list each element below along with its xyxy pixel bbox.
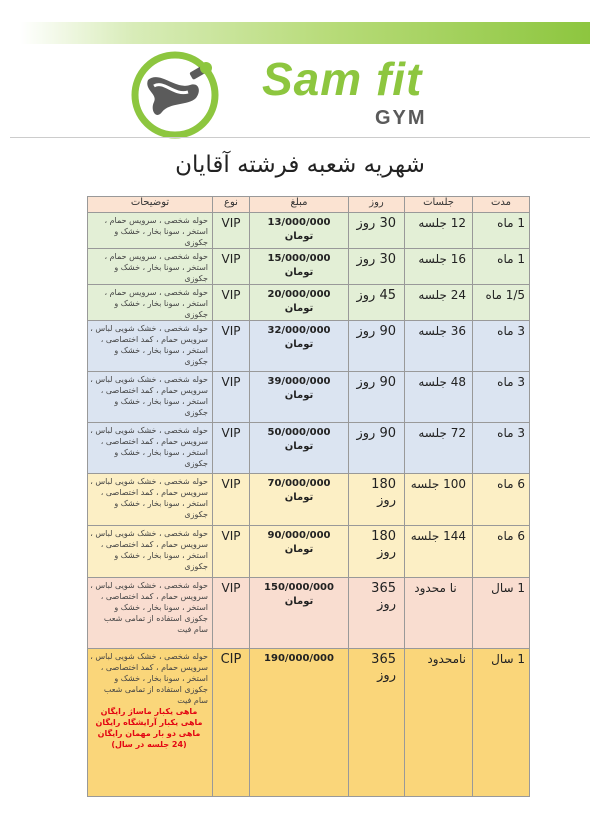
- cell-description: حوله شخصی ، خشک شویی لباس ، سرویس حمام ، کمد اختصاصی ، استخر ، سونا بخار ، خشک و جکوزی: [88, 526, 213, 578]
- cell-description: حوله شخصی ، سرویس حمام ، استخر ، سونا بخار ، خشک و جکوزی: [88, 285, 213, 321]
- cell-mablagh: [250, 285, 349, 321]
- price-currency: تومان: [284, 267, 314, 278]
- cell-mablagh: [250, 372, 349, 423]
- cell-jalasat: 72 جلسه: [405, 423, 473, 474]
- cell-jalasat: 144 جلسه: [405, 526, 473, 578]
- extra-benefit: ماهی دو بار مهمان رایگان (24 جلسه در سال): [97, 729, 201, 749]
- cell-type: CIP: [213, 649, 250, 797]
- cell-ruz: 45 روز: [349, 285, 405, 321]
- cell-modat: 3 ماه: [473, 423, 530, 474]
- cell-mablagh: [250, 526, 349, 578]
- price-value: 190/000/000: [264, 653, 334, 664]
- cell-type: VIP: [213, 285, 250, 321]
- price-currency: تومان: [284, 390, 314, 401]
- cell-type: VIP: [213, 578, 250, 649]
- table-row: [88, 526, 530, 578]
- extra-benefit: ماهی یکبار ماساژ رایگان: [100, 707, 198, 716]
- price-value: 13/000/000: [267, 217, 331, 228]
- col-header-ruz: روز: [349, 197, 405, 213]
- table-row: [88, 474, 530, 526]
- cell-mablagh: [250, 649, 349, 797]
- table-row: [88, 249, 530, 285]
- cell-ruz: 180 روز: [349, 474, 405, 526]
- cell-type: VIP: [213, 213, 250, 249]
- price-currency: تومان: [284, 303, 314, 314]
- cell-ruz: 180 روز: [349, 526, 405, 578]
- cell-jalasat: 100 جلسه: [405, 474, 473, 526]
- description-text: حوله شخصی ، خشک شویی لباس ، سرویس حمام ، کمد اختصاصی ، استخر ، سونا بخار ، خشک و جکوزی استفاده از تمامی شعب سام فیت: [90, 652, 208, 705]
- table-row: [88, 649, 530, 797]
- price-value: 50/000/000: [267, 427, 331, 438]
- cell-type: VIP: [213, 249, 250, 285]
- cell-ruz: 365 روز: [349, 578, 405, 649]
- price-currency: تومان: [284, 441, 314, 452]
- cell-ruz: 90 روز: [349, 321, 405, 372]
- price-value: 32/000/000: [267, 325, 331, 336]
- page-title: شهریه شعبه فرشته آقایان: [175, 152, 425, 178]
- cell-modat: 1 ماه: [473, 213, 530, 249]
- cell-modat: 1/5 ماه: [473, 285, 530, 321]
- header-gradient-bar: [20, 22, 590, 44]
- cell-jalasat: نامحدود: [405, 649, 473, 797]
- col-header-jalasat: جلسات: [405, 197, 473, 213]
- cell-description: [88, 649, 213, 797]
- cell-description: حوله شخصی ، خشک شویی لباس ، سرویس حمام ، کمد اختصاصی ، استخر ، سونا بخار ، خشک و جکوزی: [88, 474, 213, 526]
- table-row: [88, 213, 530, 249]
- cell-mablagh: [250, 213, 349, 249]
- price-currency: تومان: [284, 596, 314, 607]
- cell-mablagh: [250, 578, 349, 649]
- cell-ruz: 90 روز: [349, 423, 405, 474]
- cell-mablagh: [250, 423, 349, 474]
- cell-description: حوله شخصی ، خشک شویی لباس ، سرویس حمام ، کمد اختصاصی ، استخر ، سونا بخار ، خشک و جکوزی: [88, 321, 213, 372]
- cell-ruz: 30 روز: [349, 249, 405, 285]
- brand-name: Sam fit: [262, 53, 423, 105]
- cell-description: حوله شخصی ، خشک شویی لباس ، سرویس حمام ، کمد اختصاصی ، استخر ، سونا بخار ، خشک و جکوزی: [88, 372, 213, 423]
- price-table: [87, 196, 530, 797]
- table-row: [88, 423, 530, 474]
- cell-modat: 6 ماه: [473, 474, 530, 526]
- price-value: 90/000/000: [267, 530, 331, 541]
- cell-jalasat: 12 جلسه: [405, 213, 473, 249]
- price-currency: تومان: [284, 339, 314, 350]
- table-row: [88, 321, 530, 372]
- cell-type: VIP: [213, 321, 250, 372]
- cell-modat: 6 ماه: [473, 526, 530, 578]
- price-currency: تومان: [284, 544, 314, 555]
- cell-ruz: 30 روز: [349, 213, 405, 249]
- cell-description: حوله شخصی ، سرویس حمام ، استخر ، سونا بخار ، خشک و جکوزی: [88, 249, 213, 285]
- cell-modat: 3 ماه: [473, 372, 530, 423]
- cell-jalasat: 16 جلسه: [405, 249, 473, 285]
- cell-type: VIP: [213, 423, 250, 474]
- table-row: [88, 372, 530, 423]
- cell-jalasat: نا محدود: [405, 578, 473, 649]
- gym-logo-icon: [130, 50, 220, 140]
- cell-description: حوله شخصی ، خشک شویی لباس ، سرویس حمام ، کمد اختصاصی ، استخر ، سونا بخار ، خشک و جکوزی: [88, 423, 213, 474]
- col-header-now: نوع: [213, 197, 250, 213]
- cell-jalasat: 48 جلسه: [405, 372, 473, 423]
- cell-mablagh: [250, 321, 349, 372]
- price-value: 39/000/000: [267, 376, 331, 387]
- col-header-modat: مدت: [473, 197, 530, 213]
- cell-modat: 1 سال: [473, 649, 530, 797]
- table-row: [88, 578, 530, 649]
- cell-jalasat: 24 جلسه: [405, 285, 473, 321]
- cell-modat: 1 ماه: [473, 249, 530, 285]
- cell-type: VIP: [213, 474, 250, 526]
- price-value: 70/000/000: [267, 478, 331, 489]
- cell-jalasat: 36 جلسه: [405, 321, 473, 372]
- divider: [10, 137, 590, 138]
- cell-type: VIP: [213, 372, 250, 423]
- extra-benefit: ماهی یکبار آرایشگاه رایگان: [95, 718, 203, 727]
- cell-ruz: 365 روز: [349, 649, 405, 797]
- price-currency: تومان: [284, 231, 314, 242]
- cell-mablagh: [250, 474, 349, 526]
- cell-modat: 3 ماه: [473, 321, 530, 372]
- cell-description: حوله شخصی ، خشک شویی لباس ، سرویس حمام ، کمد اختصاصی ، استخر ، سونا بخار ، خشک و جکوزی استفاده از تمامی شعب سام فیت: [88, 578, 213, 649]
- cell-type: VIP: [213, 526, 250, 578]
- price-currency: تومان: [284, 492, 314, 503]
- col-header-tozihat: توضیحات: [88, 197, 213, 213]
- cell-modat: 1 سال: [473, 578, 530, 649]
- cell-ruz: 90 روز: [349, 372, 405, 423]
- table-header-row: [88, 197, 530, 213]
- price-value: 20/000/000: [267, 289, 331, 300]
- col-header-mablagh: مبلغ: [250, 197, 349, 213]
- cell-mablagh: [250, 249, 349, 285]
- table-row: [88, 285, 530, 321]
- price-value: 150/000/000: [264, 582, 334, 593]
- cell-description: حوله شخصی ، سرویس حمام ، استخر ، سونا بخار ، خشک و جکوزی: [88, 213, 213, 249]
- brand-sub: GYM: [375, 107, 427, 129]
- price-value: 15/000/000: [267, 253, 331, 264]
